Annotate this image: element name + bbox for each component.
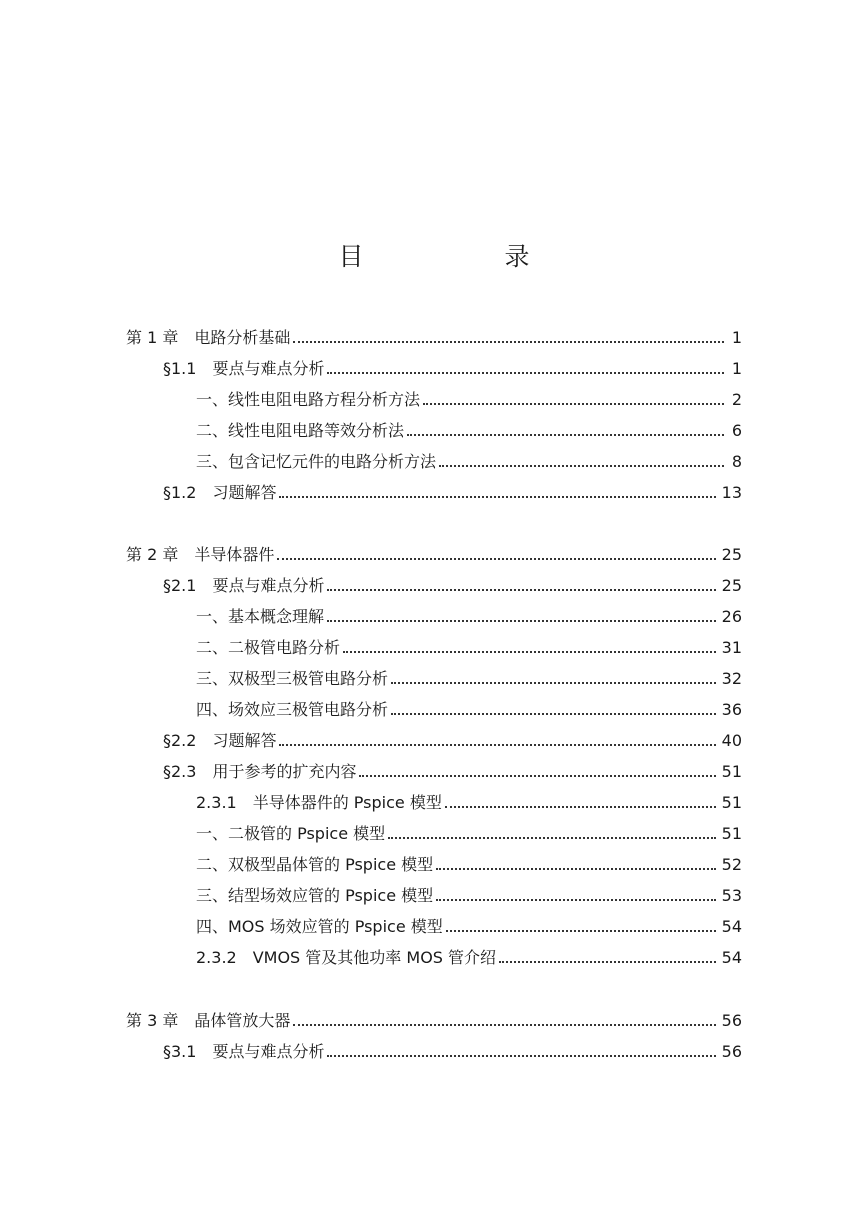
toc-entry-title: 四、场效应三极管电路分析 — [196, 700, 389, 719]
toc-entry-page: 52 — [721, 855, 742, 874]
toc-subsection-entry[interactable] — [196, 601, 742, 627]
toc-entry-title: 三、双极型三极管电路分析 — [196, 669, 389, 688]
dot-leader — [327, 620, 716, 622]
toc-subsubsection-entry[interactable] — [196, 787, 742, 813]
dot-leader — [327, 589, 715, 591]
toc-entry-title: §2.3 用于参考的扩充内容 — [163, 762, 357, 781]
toc-entry-page: 31 — [721, 638, 742, 657]
toc-entry-title: 二、双极型晶体管的 Pspice 模型 — [196, 855, 434, 874]
toc-subsection-entry[interactable] — [196, 663, 742, 689]
toc-entry-page: 51 — [721, 793, 742, 812]
toc-section-entry[interactable] — [163, 353, 742, 379]
toc-entry-title: §1.1 要点与难点分析 — [163, 359, 325, 378]
toc-section-entry[interactable] — [163, 756, 742, 782]
toc-subsubsection-entry[interactable] — [196, 942, 742, 968]
toc-entry-page: 56 — [721, 1042, 742, 1061]
toc-entry-title: 四、MOS 场效应管的 Pspice 模型 — [196, 917, 443, 936]
toc-entry-title: §1.2 习题解答 — [163, 483, 277, 502]
toc-entry-title: 二、二极管电路分析 — [196, 638, 341, 657]
toc-section-entry[interactable] — [163, 570, 742, 596]
dot-leader — [436, 899, 716, 901]
toc-entry-title: §2.1 要点与难点分析 — [163, 576, 325, 595]
toc-subsection-entry[interactable] — [196, 911, 742, 937]
toc-chapter-entry[interactable] — [126, 1005, 742, 1031]
dot-leader — [293, 341, 724, 343]
toc-entry-page: 32 — [721, 669, 742, 688]
toc-entry-page: 25 — [721, 576, 742, 595]
toc-chapter-entry[interactable] — [126, 322, 742, 348]
toc-section-entry[interactable] — [163, 1036, 742, 1062]
dot-leader — [279, 744, 715, 746]
dot-leader — [279, 496, 715, 498]
toc-entry-title: 2.3.2 VMOS 管及其他功率 MOS 管介绍 — [196, 948, 497, 967]
toc-entry-page: 56 — [721, 1011, 742, 1030]
dot-leader — [388, 837, 716, 839]
toc-entry-title: 三、结型场效应管的 Pspice 模型 — [196, 886, 434, 905]
toc-entry-title: 一、二极管的 Pspice 模型 — [196, 824, 386, 843]
toc-entry-title: 一、线性电阻电路方程分析方法 — [196, 390, 421, 409]
toc-section-entry[interactable] — [163, 725, 742, 751]
dot-leader — [391, 713, 716, 715]
toc-entry-title: §2.2 习题解答 — [163, 731, 277, 750]
toc-entry-title: 第 3 章 晶体管放大器 — [126, 1011, 291, 1030]
toc-entry-title: §3.1 要点与难点分析 — [163, 1042, 325, 1061]
toc-entry-title: 第 2 章 半导体器件 — [126, 545, 275, 564]
dot-leader — [359, 775, 715, 777]
toc-entry-page: 1 — [731, 328, 742, 347]
toc-entry-page: 40 — [721, 731, 742, 750]
toc-subsection-entry[interactable] — [196, 849, 742, 875]
dot-leader — [277, 558, 715, 560]
toc-entry-title: 一、基本概念理解 — [196, 607, 325, 626]
toc-entry-page: 13 — [721, 483, 742, 502]
toc-entry-title: 三、包含记忆元件的电路分析方法 — [196, 452, 437, 471]
dot-leader — [439, 465, 724, 467]
toc-chapter-entry[interactable] — [126, 539, 742, 565]
dot-leader — [327, 1055, 715, 1057]
toc-subsection-entry[interactable] — [196, 632, 742, 658]
toc-entry-page: 54 — [721, 948, 742, 967]
dot-leader — [327, 372, 724, 374]
toc-subsection-entry[interactable] — [196, 818, 742, 844]
dot-leader — [407, 434, 724, 436]
toc-subsection-entry[interactable] — [196, 694, 742, 720]
toc-subsection-entry[interactable] — [196, 384, 742, 410]
toc-entry-page: 1 — [731, 359, 742, 378]
toc-entry-page: 51 — [721, 824, 742, 843]
toc-entry-page: 6 — [731, 421, 742, 440]
toc-entry-page: 26 — [721, 607, 742, 626]
toc-entry-title: 2.3.1 半导体器件的 Pspice 模型 — [196, 793, 442, 812]
toc-section-entry[interactable] — [163, 477, 742, 503]
toc-entry-title: 第 1 章 电路分析基础 — [126, 328, 291, 347]
toc-entry-page: 25 — [721, 545, 742, 564]
dot-leader — [436, 868, 716, 870]
toc-entry-page: 8 — [731, 452, 742, 471]
toc-entry-page: 36 — [721, 700, 742, 719]
dot-leader — [423, 403, 724, 405]
page-title: 目 录 — [338, 242, 588, 271]
toc-entry-page: 53 — [721, 886, 742, 905]
dot-leader — [343, 651, 716, 653]
dot-leader — [293, 1024, 715, 1026]
dot-leader — [391, 682, 716, 684]
toc-subsection-entry[interactable] — [196, 880, 742, 906]
toc-entry-title: 二、线性电阻电路等效分析法 — [196, 421, 405, 440]
dot-leader — [445, 806, 716, 808]
dot-leader — [499, 961, 716, 963]
dot-leader — [446, 930, 716, 932]
toc-subsection-entry[interactable] — [196, 446, 742, 472]
toc-entry-page: 54 — [721, 917, 742, 936]
toc-entry-page: 51 — [721, 762, 742, 781]
toc-subsection-entry[interactable] — [196, 415, 742, 441]
toc-entry-page: 2 — [731, 390, 742, 409]
